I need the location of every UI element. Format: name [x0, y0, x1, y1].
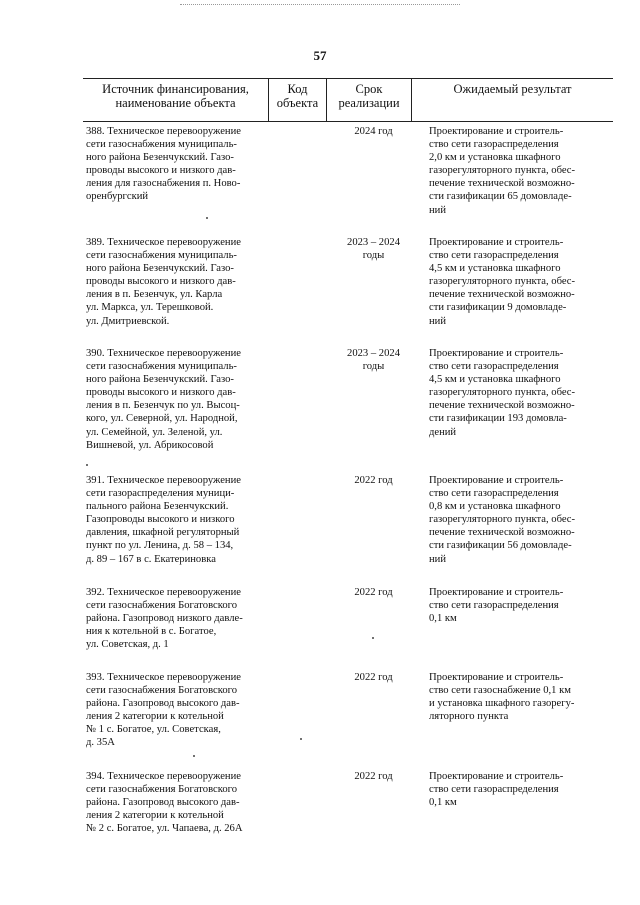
scan-speck: [86, 464, 88, 466]
scan-speck: [206, 217, 208, 219]
scan-speck: [193, 755, 195, 757]
scan-speck: [300, 738, 302, 740]
row-name: 388. Техническое перевооружение сети газоснабжения муниципаль- ного района Безенчукский. Газо- проводы высокого и низкого дав- ления для газоснабжения п. Ново- оренбургский: [86, 126, 241, 203]
header-code: Код объекта: [268, 79, 326, 121]
row-name: 393. Техническое перевооружение сети газоснабжения Богатовского района. Газопровод высокого дав- ления 2 категории к котельной № 1 с. Богатое, ул. Советская, д. 35А: [86, 672, 241, 749]
page-number: 57: [313, 48, 327, 63]
row-result: Проектирование и строитель- ство сети газораспределения 0,8 км и установка шкафного газорегуляторного пункта, обес- печение технической возможно- сти газификации 56 домовладе- ний: [429, 475, 576, 565]
row-name: 392. Техническое перевооружение сети газоснабжения Богатовского района. Газопровод низкого давле- ния к котельной в с. Богатое, ул. Советская, д. 1: [86, 587, 243, 651]
row-term: 2022 год: [354, 587, 393, 598]
header-result: Ожидаемый результат: [411, 79, 613, 121]
row-term: 2022 год: [354, 475, 393, 486]
row-name: 391. Техническое перевооружение сети газораспределения муници- пального района Безенчукский. Газопроводы высокого и низкого давления, шкафной регуляторный пункт по ул. Ленина, д. 58 – 134, д. 89 – 167 в с. Екатериновка: [86, 475, 241, 565]
table-header: [83, 78, 613, 122]
header-term: Срок реализации: [326, 79, 411, 121]
row-term: 2022 год: [354, 771, 393, 782]
header-source: Источник финансирования, наименование объекта: [102, 82, 249, 110]
row-term: 2024 год: [354, 126, 393, 137]
row-result: Проектирование и строитель- ство сети газораспределения 0,1 км: [429, 587, 564, 625]
row-result: Проектирование и строитель- ство сети газораспределения 2,0 км и установка шкафного газорегуляторного пункта, обес- печение технической возможно- сти газификации 65 домовладе- ний: [429, 126, 576, 216]
row-term: 2022 год: [354, 672, 393, 683]
row-result: Проектирование и строитель- ство сети газоснабжение 0,1 км и установка шкафного газорегу- ляторного пункта: [429, 672, 575, 723]
row-result: Проектирование и строитель- ство сети газораспределения 0,1 км: [429, 771, 564, 809]
scan-speck: [372, 637, 374, 639]
row-name: 390. Техническое перевооружение сети газоснабжения муниципаль- ного района Безенчукский. Газо- проводы высокого и низкого дав- ления в п. Безенчук по ул. Высоц- кого, ул. Северной, ул. Народной, ул. Семейной, ул. Зеленой, ул. Вишневой, ул. Абрикосовой: [86, 348, 241, 451]
row-name: 389. Техническое перевооружение сети газоснабжения муниципаль- ного района Безенчукский. Газо- проводы высокого и низкого дав- ления в п. Безенчук, ул. Карла ул. Маркса, ул. Терешковой. ул. Дмитриевской.: [86, 237, 241, 327]
row-term: 2023 – 2024 годы: [347, 237, 400, 262]
row-result: Проектирование и строитель- ство сети газораспределения 4,5 км и установка шкафного газорегуляторного пункта, обес- печение технической возможно- сти газификации 9 домовладе- ний: [429, 237, 576, 327]
row-result: Проектирование и строитель- ство сети газораспределения 4,5 км и установка шкафного газорегуляторного пункта, обес- печение технической возможно- сти газификации 193 домовла- дений: [429, 348, 576, 438]
row-name: 394. Техническое перевооружение сети газоснабжения Богатовского района. Газопровод высокого дав- ления 2 категории к котельной № 2 с. Богатое, ул. Чапаева, д. 26А: [86, 771, 243, 835]
row-term: 2023 – 2024 годы: [347, 348, 400, 373]
scan-artifact-line: [180, 4, 460, 6]
